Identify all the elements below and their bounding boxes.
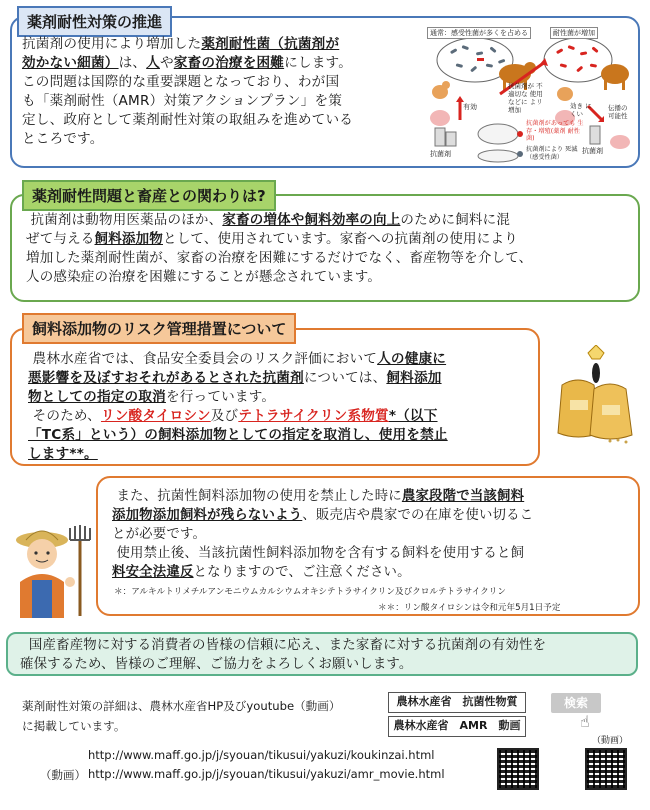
footer-info-line1: 薬剤耐性対策の詳細は、農林水産省HP及びyoutube（動画） (22, 699, 341, 713)
diagram-label-survive: 抗菌剤があっても 生存・増殖(薬剤 耐性菌) (526, 120, 584, 142)
qr-video-label: （動画） (592, 736, 629, 746)
qr-code-homepage[interactable] (497, 748, 539, 790)
section-stock-notice-text: また、抗菌性飼料添加物の使用を禁止した時に農家段階で当該飼料 添加物添加飼料が残らないよう、販売店や農家での在庫を使い切るこ とが必要です。 使用禁止後、当該抗菌性飼料添加物を含有する飼料を使用すると飼 料安全法違反となりますので、ご注意ください。 (112, 489, 534, 580)
url-video-link[interactable]: http://www.maff.go.jp/j/syouan/tikusui/yakuzi/amr_movie.html (88, 767, 445, 781)
diagram-label-normal: 通常：感受性菌が多くを占める (427, 27, 531, 39)
diagram-label-antibiotic-left: 抗菌剤 (430, 150, 451, 158)
section-request-text: 国産畜産物に対する消費者の皆様の信頼に応え、また家畜に対する抗菌剤の有効性を 確保するため、皆様のご理解、ご協力をよろしくお願いします。 (20, 638, 547, 672)
farmer-icon (6, 520, 96, 620)
feed-bags-icon (548, 345, 640, 445)
diagram-label-kill: 抗菌剤により 死滅（感受性菌） (526, 146, 578, 161)
footer-info-line2: に掲載しています。 (22, 719, 126, 733)
diagram-label-ineffective: 抗菌剤が 不適切な 使用などに よリ増加 (508, 82, 543, 114)
search-box-amr-video[interactable]: 農林水産省 AMR 動画 (388, 716, 526, 737)
footnote-tylosin: ＊＊：リン酸タイロシンは令和元年5月1日予定 (378, 603, 561, 613)
diagram-label-increase: 耐性菌が増加 (550, 27, 598, 39)
diagram-label-noeffect: 効き にくい (570, 102, 592, 118)
pointer-hand-icon: ☝ (580, 712, 590, 731)
section-risk-management-text-upper: 農林水産省では、食品安全委員会のリスク評価において人の健康に 悪影響を及ぼすおそれがあるとされた抗菌剤については、飼料添加 物としての指定の取消を行っています。 そのため、リン酸タイロシン及びテトラサイクリン系物質*（以下 「TC系」という）の飼料添加物としての指定を取消し、使用を禁止 します**。 (28, 351, 448, 462)
section-livestock-relation-title: 薬剤耐性問題と畜産との関わりは? (22, 180, 276, 211)
search-box-antibacterial[interactable]: 農林水産省 抗菌性物質 (388, 692, 526, 713)
url-video-prefix: （動画） (40, 768, 86, 782)
url-homepage-link[interactable]: http://www.maff.go.jp/j/syouan/tikusui/yakuzi/koukinzai.html (88, 748, 435, 762)
footnote-tc: ＊：アルキルトリメチルアンモニウムカルシウムオキシテトラサイクリン及びクロルテトラサイクリン (114, 587, 506, 597)
qr-code-video[interactable] (585, 748, 627, 790)
section-livestock-relation-text: 抗菌剤は動物用医薬品のほか、家畜の増体や飼料効率の向上のために飼料に混 ぜて与える飼料添加物として、使用されています。家畜への抗菌剤の使用により 増加した薬剤耐性菌が、家畜の治療を困難にするだけでなく、畜産物等を介して、 人の感染症の治療を困難にすることが懸念されています。 (26, 212, 533, 285)
search-button[interactable]: 検索 (551, 693, 601, 713)
diagram-label-antibiotic-right: 抗菌剤 (582, 147, 603, 155)
diagram-label-effective: 有効 (463, 103, 477, 111)
section-amr-promotion-title: 薬剤耐性対策の推進 (17, 6, 172, 37)
section-risk-management-title: 飼料添加物のリスク管理措置について (22, 313, 296, 344)
section-amr-promotion-text: 抗菌剤の使用により増加した薬剤耐性菌（抗菌剤が 効かない細菌）は、人や家畜の治療を困難にします。 この問題は国際的な重要課題となっており、わが国 も「薬剤耐性（AMR）対策アクションプラン」を策 定し、政府として薬剤耐性対策の取組みを進めている ところです。 (22, 36, 354, 147)
diagram-label-spread: 伝播の 可能性 (608, 104, 628, 120)
amr-diagram (420, 22, 635, 164)
